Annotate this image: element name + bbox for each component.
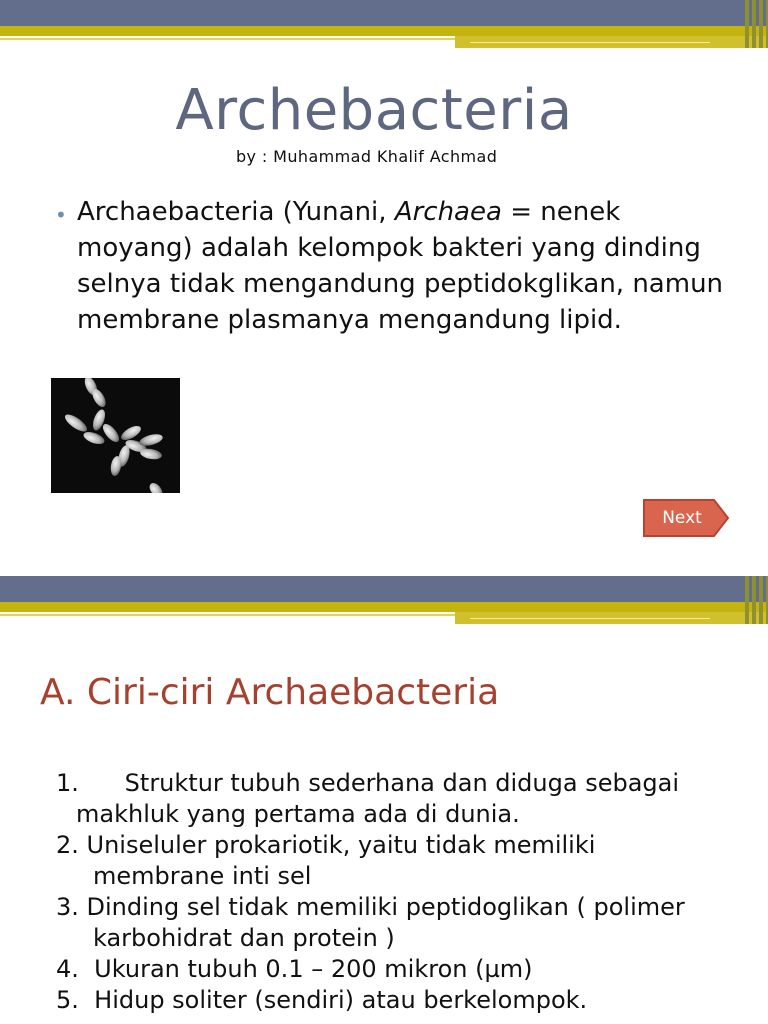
archaea-micrograph-image: [51, 378, 180, 493]
header-band: [0, 0, 768, 56]
bullet-icon: •: [55, 203, 67, 227]
list-item-continuation: membrane inti sel: [93, 862, 312, 890]
characteristics-list: [56, 768, 756, 1016]
section-title: A. Ciri-ciri Archaebacteria: [40, 672, 500, 713]
list-item: [56, 985, 756, 1016]
list-item-line: 3. Dinding sel tidak memiliki peptidoglikan ( polimer: [56, 893, 685, 921]
next-button[interactable]: [642, 498, 730, 538]
slide-2: [0, 572, 768, 1024]
slide-title: Archebacteria: [175, 78, 573, 143]
bullet-paragraph: [77, 194, 737, 338]
list-item-line: 5. Hidup soliter (sendiri) atau berkelompok.: [56, 986, 588, 1014]
list-item: [56, 892, 756, 954]
list-item: [56, 954, 756, 985]
list-item: [56, 830, 756, 892]
paragraph-text-2: = nenek moyang) adalah kelompok bakteri yang dinding selnya tidak mengandung peptidokglikan, namun membrane plasmanya mengandung lipid.: [77, 197, 724, 335]
paragraph-italic-term: Archaea: [394, 197, 502, 227]
header-band: [0, 576, 768, 632]
list-item-line: 4. Ukuran tubuh 0.1 – 200 mikron (µm): [56, 955, 533, 983]
next-button-label: Next: [662, 508, 702, 528]
list-item-line: 2. Uniseluler prokariotik, yaitu tidak memiliki: [56, 831, 596, 859]
list-item-line: 1. Struktur tubuh sederhana dan diduga sebagai: [56, 769, 680, 797]
list-item-continuation: makhluk yang pertama ada di dunia.: [76, 800, 520, 828]
list-item: [56, 768, 756, 830]
author-byline: by : Muhammad Khalif Achmad: [236, 147, 498, 166]
paragraph-text-1: Archaebacteria (Yunani,: [77, 197, 395, 227]
list-item-continuation: karbohidrat dan protein ): [93, 924, 395, 952]
